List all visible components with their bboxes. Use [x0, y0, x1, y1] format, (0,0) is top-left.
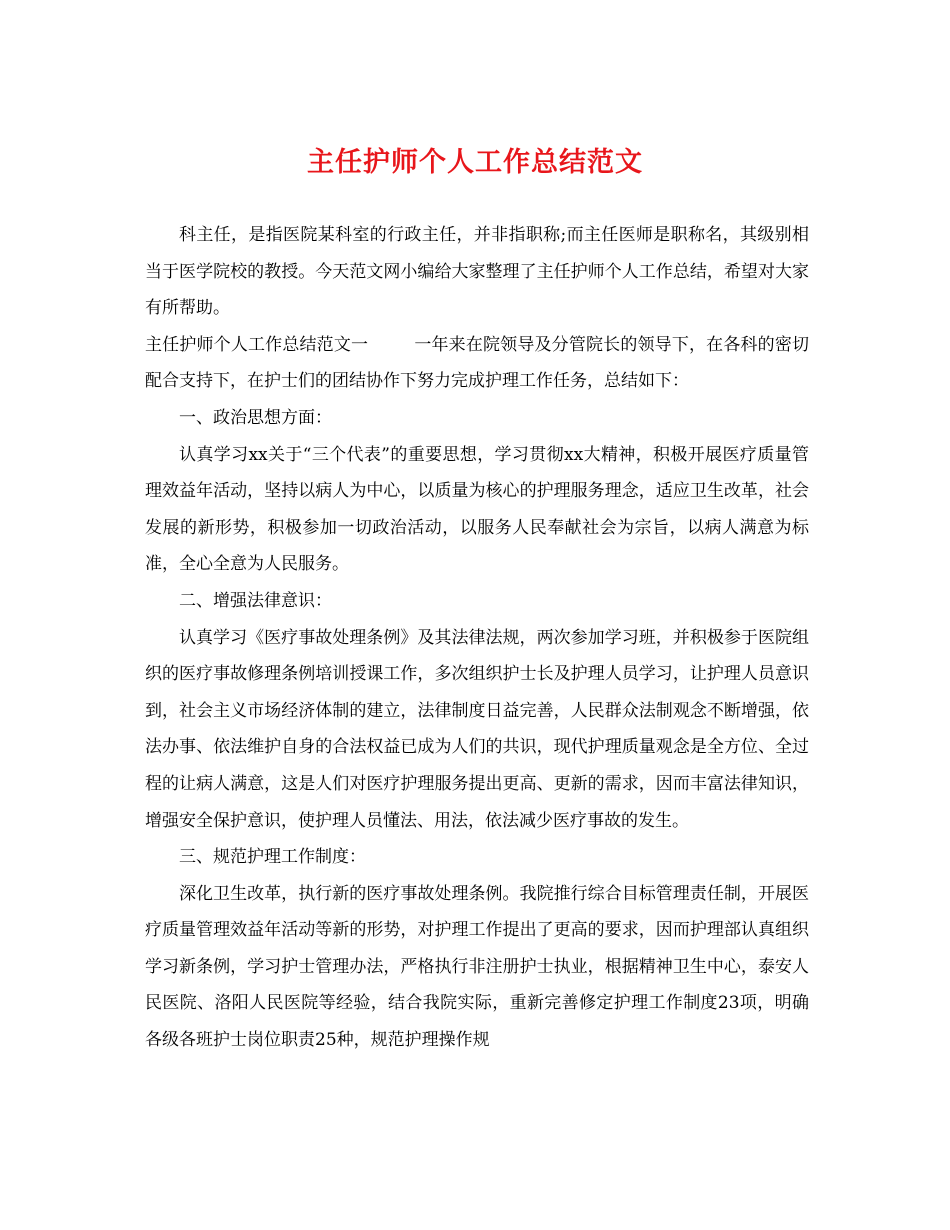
legal-paragraph: 认真学习《医疗事故处理条例》及其法律法规，两次参加学习班，并积极参于医院组织的医疗事故修理条例培训授课工作，多次组织护士长及护理人员学习，让护理人员意识到，社会主义市场经济体制的建立，法律制度日益完善，人民群众法制观念不断增强，依法办事、依法维护自身的合法权益已成为人们的共识，现代护理质量观念是全方位、全过程的让病人满意，这是人们对医疗护理服务提出更高、更新的需求，因而丰富法律知识，增强安全保护意识，使护理人员懂法、用法，依法减少医疗事故的发生。 [145, 627, 809, 831]
document-body [145, 217, 809, 1059]
heading-legal: 二、增强法律意识： [179, 590, 332, 611]
section-label: 主任护师个人工作总结范文一 [145, 334, 369, 355]
section-opening-text: 一年来在院领导及分管院长的领导下，在各科的密切配合支持下，在护士们的团结协作下努力完成护理工作任务，总结如下： [145, 334, 810, 392]
intro-paragraph: 科主任，是指医院某科室的行政主任，并非指职称;而主任医师是职称名，其级别相当于医学院校的教授。今天范文网小编给大家整理了主任护师个人工作总结，希望对大家有所帮助。 [145, 225, 809, 319]
section-opening-paragraph [145, 327, 809, 400]
heading-regulations: 三、规范护理工作制度： [179, 847, 366, 868]
document-title: 主任护师个人工作总结范文 [307, 147, 643, 178]
political-paragraph: 认真学习xx关于“三个代表”的重要思想，学习贯彻xx大精神，积极开展医疗质量管理效益年活动，坚持以病人为中心，以质量为核心的护理服务理念，适应卫生改革，社会发展的新形势，积极参加一切政治活动，以服务人民奉献社会为宗旨，以病人满意为标准，全心全意为人民服务。 [145, 444, 809, 575]
heading-political: 一、政治思想方面： [179, 407, 332, 428]
regulations-paragraph: 深化卫生改革，执行新的医疗事故处理条例。我院推行综合目标管理责任制，开展医疗质量管理效益年活动等新的形势，对护理工作提出了更高的要求，因而护理部认真组织学习新条例，学习护士管理办法，严格执行非注册护士执业，根据精神卫生中心，泰安人民医院、洛阳人民医院等经验，结合我院实际，重新完善修定护理工作制度23项，明确各级各班护士岗位职责25种，规范护理操作规 [145, 883, 809, 1051]
